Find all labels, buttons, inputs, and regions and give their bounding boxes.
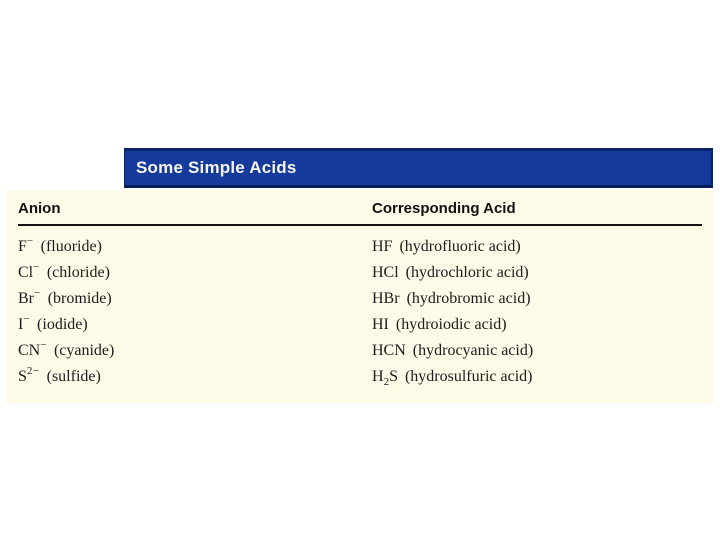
anion-name: (chloride): [46, 264, 110, 281]
acid-cell: [372, 316, 714, 334]
anion-cell: [6, 234, 372, 256]
acid-cell: [372, 264, 714, 282]
anion-name: (fluoride): [40, 238, 102, 255]
acid-cell: [372, 342, 714, 360]
anion-name: (sulfide): [46, 368, 101, 385]
acid-name: (hydrochloric acid): [405, 264, 529, 281]
acid-name: (hydroiodic acid): [395, 316, 507, 333]
acid-formula: HF: [372, 238, 393, 255]
anion-formula: F: [18, 238, 27, 255]
acid-formula: H: [372, 368, 384, 385]
acid-name: (hydrosulfuric acid): [404, 368, 533, 385]
anion-formula: Cl: [18, 264, 34, 281]
table-row: [6, 234, 714, 260]
acid-cell: [372, 238, 714, 256]
table-row: [6, 364, 714, 390]
acid-formula: HCl: [372, 264, 399, 281]
acid-name: (hydrocyanic acid): [412, 342, 534, 359]
table-row: [6, 338, 714, 364]
column-header-corresponding-acid: Corresponding Acid: [372, 200, 516, 217]
anion-name: (bromide): [47, 290, 112, 307]
anion-cell: [6, 312, 372, 334]
table-body: [6, 234, 714, 390]
table-row: [6, 260, 714, 286]
anion-name: (iodide): [37, 316, 88, 333]
anion-charge-superscript: −: [34, 286, 41, 299]
anion-formula: I: [18, 316, 24, 333]
acid-cell: [372, 290, 714, 308]
table-row: [6, 312, 714, 338]
header-divider-line: [18, 224, 702, 226]
acid-name: (hydrobromic acid): [406, 290, 531, 307]
acid-subscript: 2: [383, 376, 390, 389]
anion-cell: [6, 260, 372, 282]
anion-name: (cyanide): [53, 342, 115, 359]
anion-cell: [6, 286, 372, 308]
table-title: Some Simple Acids: [136, 158, 297, 177]
acids-table: [6, 190, 714, 403]
anion-cell: [6, 364, 372, 386]
acid-formula: HCN: [372, 342, 406, 359]
anion-charge-superscript: −: [33, 260, 40, 273]
anion-charge-superscript: 2−: [26, 364, 40, 377]
anion-charge-superscript: −: [26, 234, 34, 247]
acid-name: (hydrofluoric acid): [399, 238, 521, 255]
anion-formula: S: [18, 368, 27, 385]
anion-formula: Br: [18, 290, 34, 307]
table-row: [6, 286, 714, 312]
table-header-row: [6, 200, 714, 220]
acid-formula-suffix: S: [389, 368, 398, 385]
acid-cell: [372, 368, 714, 389]
anion-charge-superscript: −: [40, 338, 47, 351]
acid-formula: HBr: [372, 290, 400, 307]
anion-cell: [6, 338, 372, 360]
column-header-anion: Anion: [18, 200, 61, 217]
acid-formula: HI: [372, 316, 389, 333]
anion-charge-superscript: −: [23, 312, 31, 325]
anion-formula: CN: [18, 342, 41, 359]
table-title-bar: [124, 148, 713, 188]
